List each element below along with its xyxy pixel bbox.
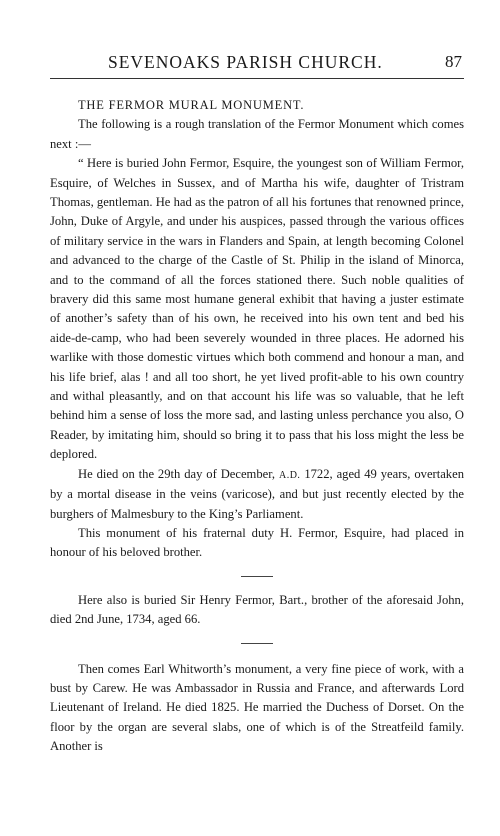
whitworth-paragraph: Then comes Earl Whitworth’s monument, a very fine piece of work, with a bust by Carew. He was Ambassador in Russia and France, and afterwards Lord Lieutenant of Ireland. He died 1825. He married the Duchess of Dorset. On the floor by the organ are several slabs, one of which is of the Streatfeild family. Another is: [50, 661, 464, 754]
death-text-before: He died on the 29th day of December,: [78, 466, 279, 481]
death-text-after: 1722, aged 49 years, overtaken by a mortal disease in the veins (varicose), and but just recently elected by the burghers of Malmesbury to the King’s Parliament.: [50, 466, 464, 521]
henry-fermor-paragraph: Here also is buried Sir Henry Fermor, Bart., brother of the aforesaid John, died 2nd June, 1734, aged 66.: [50, 592, 464, 627]
section-separator: [241, 576, 273, 577]
section-heading: THE FERMOR MURAL MONUMENT.: [78, 98, 305, 112]
header-rule: [50, 78, 464, 79]
era-abbreviation: A.D.: [278, 469, 301, 481]
death-paragraph: [50, 465, 464, 524]
intro-paragraph: The following is a rough translation of the Fermor Monument which comes next :—: [50, 117, 464, 151]
dedication-paragraph: This monument of his fraternal duty H. Fermor, Esquire, had placed in honour of his beloved brother.: [50, 525, 464, 560]
running-title: SEVENOAKS PARISH CHURCH.: [108, 52, 383, 72]
section-separator: [241, 643, 273, 644]
body-text: [50, 96, 464, 757]
inscription-paragraph: “ Here is buried John Fermor, Esquire, the youngest son of William Fermor, Esquire, of Welches in Sussex, and of Martha his wife, daughter of Tristram Thomas, gentleman. He had as the patron of all his fortunes that renowned prince, John, Duke of Argyle, and under his auspices, passed through the various offices of military service in the wars in Flanders and Spain, at length becoming Colonel and advanced to the charge of the Castle of St. Philip in the island of Minorca, and to the command of all the forces stationed there. Such noble qualities of bravery did this same most humane general exhibit that having a juster estimate of another’s safety than of his own, he received into his own tent and bed his aide-de-camp, who had been severely wounded in three places. He adorned his warlike with those domestic virtues which both commend and honour a man, and his life brief, alas ! and all too short, he yet lived profit-able to his own country and withal pleasantly, and on that account his life was so valuable, that he left behind him a sense of loss the more sad, and lasting unless perchance you also, O Reader, by imitating him, should so bring it to pass that his loss might the less be deplored.: [50, 156, 464, 462]
running-header: [108, 52, 462, 76]
page-number: 87: [445, 52, 462, 71]
